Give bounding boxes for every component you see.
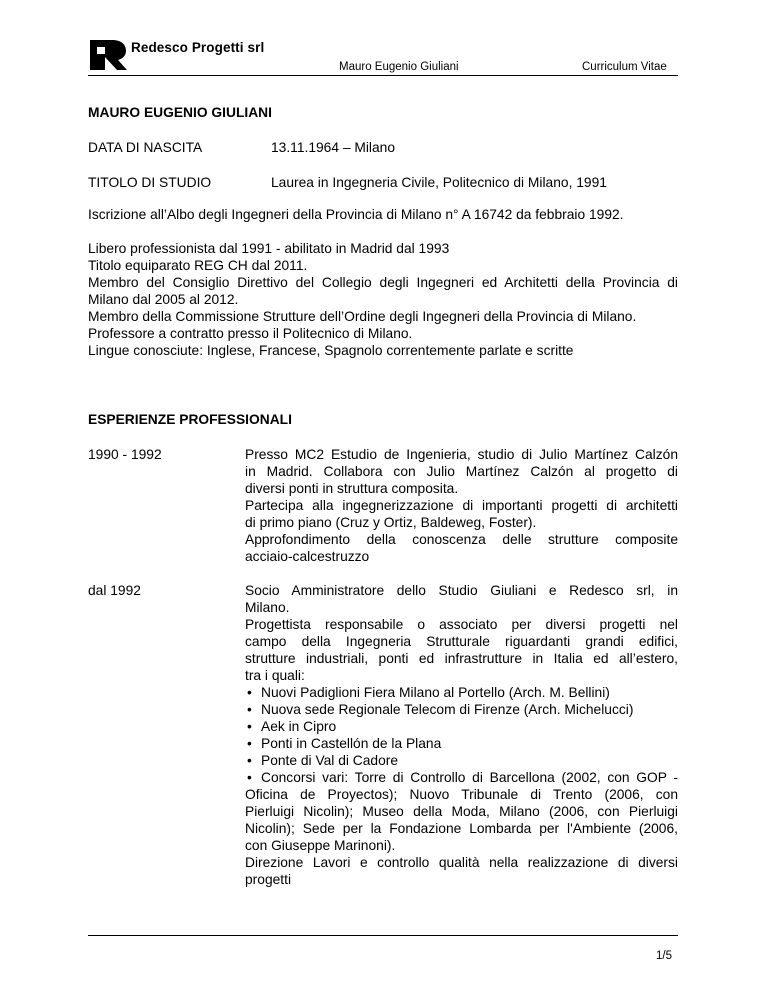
summary-block (88, 240, 678, 342)
project-list-item (245, 752, 678, 769)
contest-line: con Giuseppe Marinoni). (245, 838, 396, 853)
cv-title: MAURO EUGENIO GIULIANI (88, 105, 272, 120)
bullet-icon: • (247, 719, 252, 734)
experience-description (245, 446, 678, 565)
project-name: Ponti in Castellón de la Plana (261, 736, 442, 751)
bullet-icon: • (247, 736, 252, 751)
experience-period: dal 1992 (88, 583, 141, 598)
experience-line: acciaio-calcestruzzo (245, 549, 370, 564)
summary-line: Libero professionista dal 1991 - abilitato in Madrid dal 1993 (88, 241, 450, 256)
header-doc-type: Curriculum Vitae (582, 61, 667, 73)
bullet-icon: • (247, 770, 252, 785)
experience-line: diversi ponti in struttura composita. (245, 481, 459, 496)
summary-line: Membro del Consiglio Direttivo del Collegio degli Ingegneri ed Architetti della Provincia di (88, 275, 678, 290)
company-name: Redesco Progetti srl (131, 40, 265, 55)
education-value: Laurea in Ingegneria Civile, Politecnico di Milano, 1991 (271, 175, 607, 190)
contest-list-item (245, 769, 678, 786)
experience-period: 1990 - 1992 (88, 447, 162, 462)
experience-line: Direzione Lavori e controllo qualità nella realizzazione di diversi (245, 855, 678, 870)
project-list-item (245, 701, 678, 718)
languages: Lingue conosciute: Inglese, Francese, Spagnolo correntemente parlate e scritte (88, 343, 574, 358)
birth-value: 13.11.1964 – Milano (271, 140, 396, 155)
experience-line: strutture industriali, ponti ed infrastrutture in Italia ed all’estero, (245, 651, 678, 666)
footer-divider (88, 935, 678, 936)
experience-line: progetti (245, 872, 292, 887)
redesco-logo-icon (88, 38, 128, 72)
bullet-icon: • (247, 753, 252, 768)
bullet-icon: • (247, 702, 252, 717)
page-number: 1/5 (656, 950, 672, 962)
experience-line: di primo piano (Cruz y Ortiz, Baldeweg, Foster). (245, 515, 537, 530)
experience-line: Presso MC2 Estudio de Ingenieria, studio di Julio Martínez Calzón (245, 447, 678, 462)
experience-line: Partecipa alla ingegnerizzazione di importanti progetti di architetti (245, 498, 678, 513)
birth-label: DATA DI NASCITA (88, 140, 203, 155)
section-title-experience: ESPERIENZE PROFESSIONALI (88, 412, 292, 427)
experience-line: Approfondimento della conoscenza delle strutture composite (245, 532, 678, 547)
experience-line: Milano. (245, 600, 290, 615)
header-divider (88, 75, 678, 76)
experience-line: tra i quali: (245, 668, 305, 683)
project-name: Ponte di Val di Cadore (261, 753, 399, 768)
albo-registration: Iscrizione all’Albo degli Ingegneri della Provincia di Milano n° A 16742 da febbraio 1992. (88, 207, 624, 222)
experience-description (245, 582, 678, 888)
contest-line: Nicolin); Sede per la Fondazione Lombarda per l'Ambiente (2006, (245, 821, 678, 836)
education-label: TITOLO DI STUDIO (88, 175, 212, 190)
summary-line: Professore a contratto presso il Politecnico di Milano. (88, 326, 413, 341)
experience-line: in Madrid. Collabora con Julio Martínez Calzón al progetto di (245, 464, 678, 479)
project-list-item (245, 684, 678, 701)
experience-line: Socio Amministratore dello Studio Giuliani e Redesco srl, in (245, 583, 678, 598)
contest-line: Pierluigi Nicolin); Museo della Moda, Milano (2006, con Pierluigi (245, 804, 678, 819)
project-name: Nuova sede Regionale Telecom di Firenze (Arch. Michelucci) (261, 702, 634, 717)
project-name: Aek in Cipro (261, 719, 337, 734)
summary-line: Milano dal 2005 al 2012. (88, 292, 239, 307)
summary-line: Titolo equiparato REG CH dal 2011. (88, 258, 308, 273)
project-list-item (245, 735, 678, 752)
project-name: Nuovi Padiglioni Fiera Milano al Portello (Arch. M. Bellini) (261, 685, 610, 700)
summary-line: Membro della Commissione Strutture dell’Ordine degli Ingegneri della Provincia di Milano. (88, 309, 637, 324)
experience-line: campo della Ingegneria Strutturale riguardanti grandi edifici, (245, 634, 678, 649)
contest-line: Concorsi vari: Torre di Controllo di Barcellona (2002, con GOP - (261, 770, 678, 785)
experience-line: Progettista responsabile o associato per diversi progetti nel (245, 617, 678, 632)
project-list-item (245, 718, 678, 735)
contest-line: Oficina de Proyectos); Nuovo Tribunale di Trento (2006, con (245, 787, 678, 802)
bullet-icon: • (247, 685, 252, 700)
header-person-name: Mauro Eugenio Giuliani (339, 61, 459, 73)
